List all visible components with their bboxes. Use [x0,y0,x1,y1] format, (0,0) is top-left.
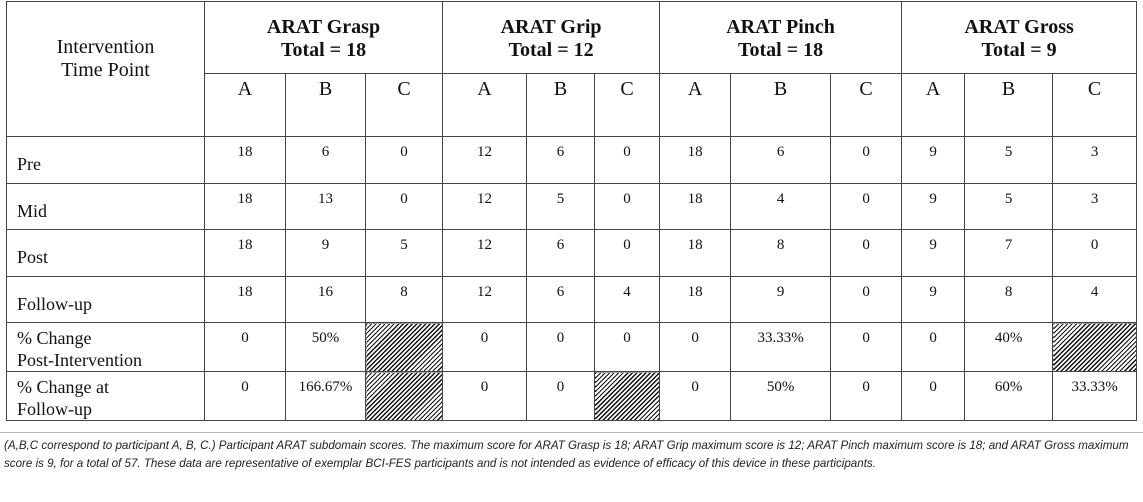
participant-b-header: B [527,74,595,137]
value-cell: 50% [731,372,831,421]
value-cell: 5 [527,184,595,230]
value-cell: 9 [902,277,965,323]
value-cell: 6 [286,137,366,184]
value-cell: 12 [443,137,527,184]
participant-a-header: A [443,74,527,137]
value-cell: 18 [660,184,731,230]
table-row [7,372,1137,421]
group-total: Total = 12 [508,39,594,61]
value-cell: 0 [205,372,286,421]
hatched-cell [366,372,443,421]
value-cell: 8 [366,277,443,323]
value-cell: 0 [660,323,731,372]
row-label-line-2: Follow-up [17,399,93,419]
group-header-pinch [660,2,902,74]
value-cell: 50% [286,323,366,372]
value-cell: 0 [595,184,660,230]
value-cell: 18 [205,137,286,184]
value-cell: 0 [902,323,965,372]
value-cell: 9 [902,184,965,230]
value-cell: 9 [731,277,831,323]
intervention-time-point-header [7,2,205,137]
value-cell: 3 [1053,184,1137,230]
value-cell: 13 [286,184,366,230]
value-cell: 0 [366,137,443,184]
value-cell: 0 [595,323,660,372]
caption-divider [0,432,1143,433]
group-header-row [7,2,1137,74]
value-cell: 33.33% [1053,372,1137,421]
value-cell: 60% [965,372,1053,421]
table-row [7,277,1137,323]
row-label-line-1: Mid [17,201,48,221]
value-cell: 12 [443,184,527,230]
value-cell: 8 [965,277,1053,323]
value-cell: 5 [366,230,443,277]
table-row [7,184,1137,230]
participant-a-header: A [902,74,965,137]
table-caption: (A,B,C correspond to participant A, B, C.) Participant ARAT subdomain scores. The maximum score for ARAT Grasp is 18; ARAT Grip maximum score is 12; ARAT Pinch maximum score is 18; and ARAT Gross maximum score is 9, for a total of 57. These data are representative of exemplar BCI-FES participants and is not intended as evidence of efficacy of this device in these participants. [4,439,1129,470]
participant-c-header: C [831,74,902,137]
group-header-gross [902,2,1137,74]
row-label-line-1: Pre [17,154,41,174]
value-cell: 0 [831,323,902,372]
value-cell: 0 [1053,230,1137,277]
row-label-line-1: Follow-up [17,294,93,314]
value-cell: 0 [660,372,731,421]
value-cell: 0 [205,323,286,372]
value-cell: 33.33% [731,323,831,372]
value-cell: 0 [527,372,595,421]
value-cell: 18 [205,230,286,277]
participant-c-header: C [1053,74,1137,137]
value-cell: 7 [965,230,1053,277]
hatched-cell [595,372,660,421]
value-cell: 0 [527,323,595,372]
group-name: ARAT Grasp [266,16,381,38]
group-header-grip [443,2,660,74]
value-cell: 0 [443,372,527,421]
row-label [7,372,205,421]
table-row [7,137,1137,184]
group-name: ARAT Gross [964,16,1074,38]
arat-scores-table [6,1,1137,421]
value-cell: 0 [366,184,443,230]
value-cell: 0 [443,323,527,372]
value-cell: 18 [205,277,286,323]
group-total: Total = 18 [738,39,824,61]
participant-a-header: A [660,74,731,137]
value-cell: 16 [286,277,366,323]
row-label-line-1: % Change [17,328,92,348]
group-total: Total = 9 [981,39,1057,61]
value-cell: 9 [902,230,965,277]
value-cell: 0 [831,184,902,230]
value-cell: 6 [527,230,595,277]
value-cell: 6 [527,137,595,184]
value-cell: 4 [731,184,831,230]
value-cell: 0 [831,277,902,323]
row-label [7,184,205,230]
table-row [7,323,1137,372]
participant-b-header: B [286,74,366,137]
group-name: ARAT Pinch [726,16,835,38]
value-cell: 18 [205,184,286,230]
value-cell: 3 [1053,137,1137,184]
participant-c-header: C [366,74,443,137]
hatched-cell [366,323,443,372]
participant-b-header: B [965,74,1053,137]
row-label [7,323,205,372]
value-cell: 9 [902,137,965,184]
row-label [7,230,205,277]
value-cell: 6 [527,277,595,323]
value-cell: 0 [595,137,660,184]
table-body [7,137,1137,421]
participant-a-header: A [205,74,286,137]
value-cell: 0 [831,230,902,277]
group-total: Total = 18 [280,39,367,61]
corner-line-2: Time Point [61,59,150,81]
hatched-cell [1053,323,1137,372]
value-cell: 8 [731,230,831,277]
value-cell: 166.67% [286,372,366,421]
value-cell: 18 [660,137,731,184]
value-cell: 12 [443,230,527,277]
value-cell: 4 [1053,277,1137,323]
value-cell: 40% [965,323,1053,372]
participant-b-header: B [731,74,831,137]
value-cell: 12 [443,277,527,323]
table-row [7,230,1137,277]
row-label [7,137,205,184]
corner-line-1: Intervention [56,36,155,58]
value-cell: 9 [286,230,366,277]
value-cell: 5 [965,184,1053,230]
value-cell: 5 [965,137,1053,184]
row-label-line-1: % Change at [17,377,109,397]
value-cell: 18 [660,230,731,277]
row-label-line-2: Post-Intervention [17,350,142,370]
value-cell: 0 [595,230,660,277]
value-cell: 18 [660,277,731,323]
group-name: ARAT Grip [500,16,602,38]
value-cell: 0 [831,372,902,421]
value-cell: 0 [902,372,965,421]
value-cell: 4 [595,277,660,323]
value-cell: 0 [831,137,902,184]
row-label-line-1: Post [17,247,49,267]
participant-c-header: C [595,74,660,137]
group-header-grasp [205,2,443,74]
row-label [7,277,205,323]
value-cell: 6 [731,137,831,184]
